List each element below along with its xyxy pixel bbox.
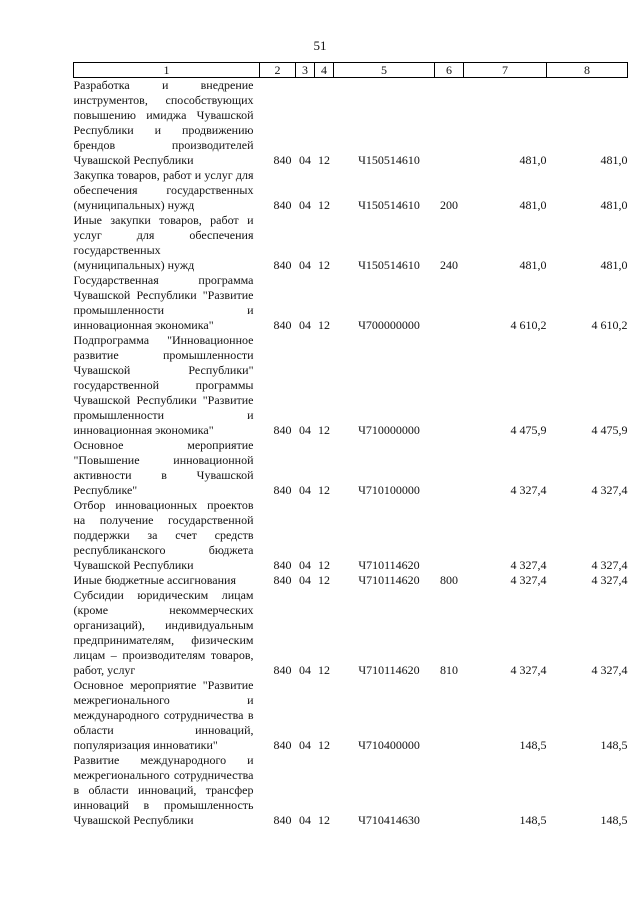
- table-row: [74, 678, 628, 753]
- section-code: 04: [299, 483, 311, 497]
- section-code: 04: [299, 573, 311, 587]
- table-row: [74, 498, 628, 573]
- table-row: [74, 213, 628, 273]
- target-article-code: Ч710114620: [358, 663, 420, 677]
- ministry-code: 840: [273, 663, 292, 677]
- row-name: Развитие международного и межрегионального сотрудничества в области инноваций, трансфер инноваций в промышленность Чувашской Республики: [73, 753, 254, 827]
- ministry-code: 840: [273, 483, 292, 497]
- ministry-code: 840: [273, 558, 292, 572]
- table-row: [74, 168, 628, 213]
- section-code: 04: [299, 738, 311, 752]
- expense-type-code: 810: [440, 663, 458, 677]
- header-col-1: 1: [74, 63, 260, 78]
- subsection-code: 12: [318, 573, 330, 587]
- row-name: Иные закупки товаров, работ и услуг для обеспечения государственных (муниципальных) нужд: [73, 213, 254, 272]
- amount-col-7: 4 327,4: [510, 573, 547, 587]
- row-name: Основное мероприятие "Повышение инновационной активности в Чувашской Республике": [73, 438, 254, 497]
- row-name: Основное мероприятие "Развитие межрегионального и международного сотрудничества в области инноваций, популяризация инноватики": [73, 678, 254, 752]
- table-body: [74, 78, 628, 829]
- amount-col-7: 148,5: [519, 813, 547, 827]
- subsection-code: 12: [318, 198, 330, 212]
- subsection-code: 12: [318, 813, 330, 827]
- subsection-code: 12: [318, 258, 330, 272]
- amount-col-7: 4 327,4: [510, 558, 547, 572]
- row-name: Закупка товаров, работ и услуг для обеспечения государственных (муниципальных) нужд: [73, 168, 254, 212]
- subsection-code: 12: [318, 663, 330, 677]
- row-name: Иные бюджетные ассигнования: [73, 573, 236, 587]
- table-row: [74, 573, 628, 588]
- amount-col-7: 4 610,2: [510, 318, 547, 332]
- table-row: [74, 588, 628, 678]
- target-article-code: Ч150514610: [358, 258, 420, 272]
- subsection-code: 12: [318, 558, 330, 572]
- ministry-code: 840: [273, 738, 292, 752]
- table-row: [74, 753, 628, 828]
- ministry-code: 840: [273, 423, 292, 437]
- target-article-code: Ч710100000: [358, 483, 420, 497]
- ministry-code: 840: [273, 198, 292, 212]
- section-code: 04: [299, 318, 311, 332]
- amount-col-7: 148,5: [519, 738, 547, 752]
- table-header: [74, 63, 628, 78]
- amount-col-8: 148,5: [600, 813, 628, 827]
- subsection-code: 12: [318, 738, 330, 752]
- expense-type-code: 800: [440, 573, 458, 587]
- target-article-code: Ч710000000: [358, 423, 420, 437]
- subsection-code: 12: [318, 483, 330, 497]
- amount-col-7: 481,0: [519, 153, 547, 167]
- expense-type-code: [435, 333, 464, 438]
- amount-col-7: 481,0: [519, 258, 547, 272]
- section-code: 04: [299, 198, 311, 212]
- ministry-code: 840: [273, 153, 292, 167]
- row-name: Государственная программа Чувашской Республики "Развитие промышленности и инновационная экономика": [73, 273, 254, 332]
- target-article-code: Ч710400000: [358, 738, 420, 752]
- expense-type-code: [435, 753, 464, 828]
- header-col-4: 4: [315, 63, 334, 78]
- section-code: 04: [299, 423, 311, 437]
- amount-col-8: 148,5: [600, 738, 628, 752]
- amount-col-7: 481,0: [519, 198, 547, 212]
- amount-col-7: 4 327,4: [510, 483, 547, 497]
- amount-col-8: 481,0: [600, 258, 628, 272]
- expense-type-code: [435, 498, 464, 573]
- expense-type-code: [435, 78, 464, 169]
- table-row: [74, 333, 628, 438]
- target-article-code: Ч710414630: [358, 813, 420, 827]
- subsection-code: 12: [318, 423, 330, 437]
- page-number: 51: [313, 38, 327, 53]
- amount-col-7: 4 475,9: [510, 423, 547, 437]
- section-code: 04: [299, 153, 311, 167]
- target-article-code: Ч700000000: [358, 318, 420, 332]
- budget-table: [73, 62, 628, 828]
- header-col-8: 8: [547, 63, 628, 78]
- subsection-code: 12: [318, 153, 330, 167]
- amount-col-7: 4 327,4: [510, 663, 547, 677]
- row-name: Субсидии юридическим лицам (кроме некоммерческих организаций), индивидуальным предпринимателям, физическим лицам – производителям товаров, работ, услуг: [73, 588, 254, 677]
- row-name: Подпрограмма "Инновационное развитие промышленности Чувашской Республики" государственной программы Чувашской Республики "Развитие промышленности и инновационная экономика": [73, 333, 254, 437]
- table-row: [74, 438, 628, 498]
- target-article-code: Ч150514610: [358, 153, 420, 167]
- target-article-code: Ч710114620: [358, 558, 420, 572]
- amount-col-8: 4 327,4: [591, 663, 628, 677]
- expense-type-code: 240: [440, 258, 458, 272]
- ministry-code: 840: [273, 813, 292, 827]
- header-col-3: 3: [296, 63, 315, 78]
- expense-type-code: [435, 273, 464, 333]
- target-article-code: Ч710114620: [358, 573, 420, 587]
- section-code: 04: [299, 558, 311, 572]
- ministry-code: 840: [273, 573, 292, 587]
- expense-type-code: 200: [440, 198, 458, 212]
- amount-col-8: 4 327,4: [591, 558, 628, 572]
- expense-type-code: [435, 438, 464, 498]
- amount-col-8: 4 327,4: [591, 573, 628, 587]
- amount-col-8: 4 610,2: [591, 318, 628, 332]
- amount-col-8: 481,0: [600, 198, 628, 212]
- amount-col-8: 481,0: [600, 153, 628, 167]
- ministry-code: 840: [273, 318, 292, 332]
- amount-col-8: 4 475,9: [591, 423, 628, 437]
- header-col-5: 5: [334, 63, 435, 78]
- amount-col-8: 4 327,4: [591, 483, 628, 497]
- row-name: Разработка и внедрение инструментов, способствующих повышению имиджа Чувашской Республики и продвижению брендов производителей Чувашской Республики: [73, 78, 254, 167]
- row-name: Отбор инновационных проектов на получение государственной поддержки за счет средств республиканского бюджета Чувашской Республики: [73, 498, 254, 572]
- table-row: [74, 78, 628, 169]
- target-article-code: Ч150514610: [358, 198, 420, 212]
- header-col-6: 6: [435, 63, 464, 78]
- table-row: [74, 273, 628, 333]
- header-col-7: 7: [464, 63, 547, 78]
- subsection-code: 12: [318, 318, 330, 332]
- header-col-2: 2: [260, 63, 296, 78]
- section-code: 04: [299, 258, 311, 272]
- section-code: 04: [299, 663, 311, 677]
- ministry-code: 840: [273, 258, 292, 272]
- expense-type-code: [435, 678, 464, 753]
- section-code: 04: [299, 813, 311, 827]
